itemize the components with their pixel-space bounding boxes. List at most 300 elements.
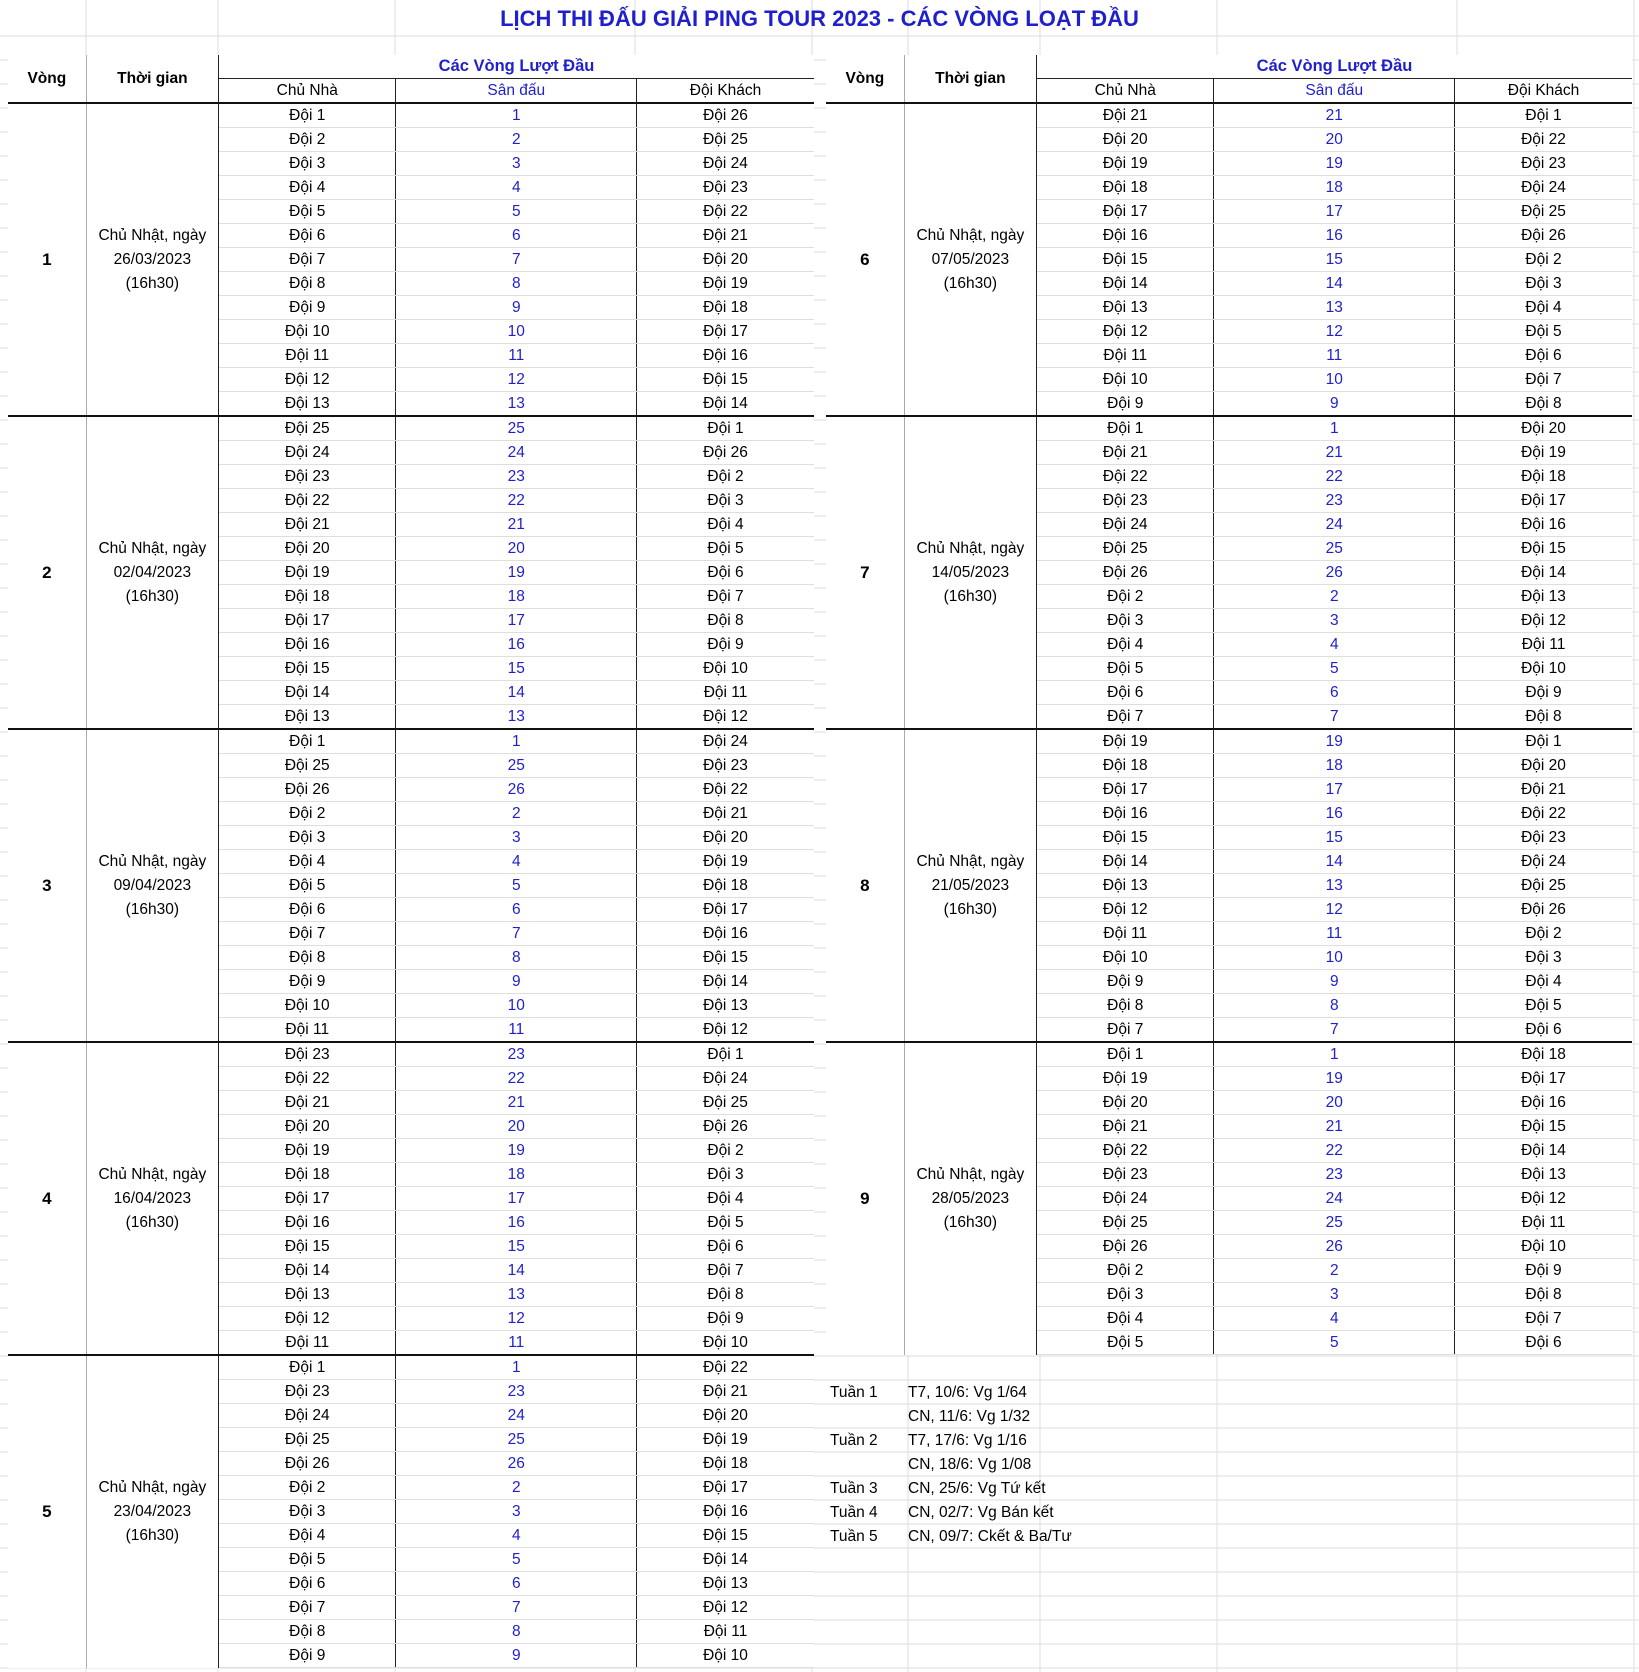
away-team: Đội 15 [637,1524,814,1548]
home-team: Đội 25 [219,416,396,441]
venue-number: 5 [396,1548,637,1572]
venue-number: 19 [1214,1067,1455,1091]
home-team: Đội 26 [1037,1235,1214,1259]
round-time-line: Chủ Nhật, ngày [98,1165,207,1183]
venue-number: 8 [1214,994,1455,1018]
home-team: Đội 10 [219,994,396,1018]
venue-number: 25 [396,754,637,778]
away-team: Đội 1 [637,416,814,441]
venue-number: 1 [396,729,637,754]
round-number: 2 [8,416,86,729]
away-team: Đội 19 [637,850,814,874]
header-group: Các Vòng Lượt Đầu [1037,55,1632,79]
home-team: Đội 25 [219,754,396,778]
venue-number: 11 [396,1018,637,1043]
header-away: Đội Khách [637,79,814,104]
home-team: Đội 21 [1037,1115,1214,1139]
note-week: Tuần 4 [830,1504,878,1521]
away-team: Đội 21 [637,224,814,248]
home-team: Đội 3 [1037,1283,1214,1307]
away-team: Đội 7 [1455,368,1632,392]
home-team: Đội 10 [219,320,396,344]
match-row [826,729,1632,754]
venue-number: 18 [396,585,637,609]
home-team: Đội 3 [219,826,396,850]
away-team: Đội 6 [1455,1331,1632,1355]
home-team: Đội 11 [1037,344,1214,368]
venue-number: 22 [1214,465,1455,489]
home-team: Đội 17 [1037,200,1214,224]
venue-number: 5 [396,874,637,898]
away-team: Đội 21 [637,802,814,826]
venue-number: 12 [396,368,637,392]
home-team: Đội 21 [1037,441,1214,465]
header-venue: Sân đấu [1214,79,1455,104]
note-text: T7, 10/6: Vg 1/64 [908,1384,1027,1401]
home-team: Đội 25 [1037,1211,1214,1235]
match-row [8,729,814,754]
home-team: Đội 26 [219,778,396,802]
home-team: Đội 5 [219,1548,396,1572]
venue-number: 25 [396,1428,637,1452]
venue-number: 4 [396,1524,637,1548]
home-team: Đội 15 [219,657,396,681]
home-team: Đội 19 [1037,1067,1214,1091]
round-time [904,1042,1036,1355]
away-team: Đội 17 [637,898,814,922]
venue-number: 11 [1214,344,1455,368]
home-team: Đội 19 [1037,729,1214,754]
home-team: Đội 10 [1037,368,1214,392]
home-team: Đội 2 [219,802,396,826]
away-team: Đội 3 [637,489,814,513]
home-team: Đội 23 [219,1042,396,1067]
home-team: Đội 7 [1037,705,1214,730]
home-team: Đội 18 [1037,176,1214,200]
away-team: Đội 12 [1455,609,1632,633]
away-team: Đội 12 [1455,1187,1632,1211]
round-time [904,729,1036,1042]
away-team: Đội 23 [637,176,814,200]
note-text: CN, 11/6: Vg 1/32 [908,1408,1031,1425]
away-team: Đội 24 [637,729,814,754]
home-team: Đội 11 [1037,922,1214,946]
away-team: Đội 12 [637,1018,814,1043]
away-team: Đội 5 [637,537,814,561]
away-team: Đội 16 [1455,1091,1632,1115]
home-team: Đội 5 [219,874,396,898]
away-team: Đội 4 [637,1187,814,1211]
venue-number: 6 [396,1572,637,1596]
venue-number: 15 [1214,248,1455,272]
away-team: Đội 18 [1455,1042,1632,1067]
venue-number: 13 [1214,296,1455,320]
home-team: Đội 22 [1037,465,1214,489]
venue-number: 16 [1214,802,1455,826]
venue-number: 18 [1214,754,1455,778]
away-team: Đội 5 [1455,320,1632,344]
round-time [86,1042,218,1355]
round-time-line: 02/04/2023 [113,563,192,581]
home-team: Đội 2 [1037,1259,1214,1283]
away-team: Đội 9 [637,1307,814,1331]
home-team: Đội 9 [219,970,396,994]
header-round: Vòng [826,55,904,103]
away-team: Đội 26 [1455,898,1632,922]
venue-number: 9 [1214,970,1455,994]
away-team: Đội 14 [637,970,814,994]
home-team: Đội 12 [219,1307,396,1331]
venue-number: 14 [1214,850,1455,874]
away-team: Đội 8 [1455,1283,1632,1307]
home-team: Đội 9 [219,296,396,320]
away-team: Đội 22 [637,1355,814,1380]
venue-number: 20 [1214,128,1455,152]
away-team: Đội 20 [637,826,814,850]
round-time-line: 09/04/2023 [113,876,192,894]
venue-number: 7 [1214,1018,1455,1043]
venue-number: 7 [396,248,637,272]
venue-number: 9 [396,1644,637,1668]
home-team: Đội 13 [219,1283,396,1307]
venue-number: 2 [396,1476,637,1500]
venue-number: 15 [396,1235,637,1259]
venue-number: 17 [396,609,637,633]
venue-number: 11 [396,1331,637,1356]
round-time [904,416,1036,729]
venue-number: 3 [1214,609,1455,633]
schedule-table-right [826,55,1632,1355]
header-home: Chủ Nhà [219,79,396,104]
venue-number: 7 [1214,705,1455,730]
venue-number: 12 [1214,898,1455,922]
away-team: Đội 24 [637,152,814,176]
round-number: 5 [8,1355,86,1668]
home-team: Đội 21 [219,513,396,537]
home-team: Đội 11 [219,1018,396,1043]
home-team: Đội 13 [1037,874,1214,898]
venue-number: 8 [396,272,637,296]
home-team: Đội 9 [1037,392,1214,417]
venue-number: 6 [1214,681,1455,705]
home-team: Đội 13 [219,392,396,417]
away-team: Đội 24 [637,1067,814,1091]
home-team: Đội 26 [219,1452,396,1476]
venue-number: 22 [1214,1139,1455,1163]
home-team: Đội 14 [219,681,396,705]
away-team: Đội 25 [1455,874,1632,898]
away-team: Đội 11 [1455,1211,1632,1235]
venue-number: 16 [1214,224,1455,248]
round-time-line: 28/05/2023 [931,1189,1010,1207]
match-row [826,416,1632,441]
away-team: Đội 20 [1455,754,1632,778]
away-team: Đội 15 [637,946,814,970]
away-team: Đội 1 [637,1042,814,1067]
venue-number: 22 [396,489,637,513]
home-team: Đội 16 [1037,802,1214,826]
round-number: 8 [826,729,904,1042]
note-week: Tuần 2 [830,1432,878,1449]
round-time-line: (16h30) [943,1213,998,1231]
home-team: Đội 12 [1037,320,1214,344]
home-team: Đội 9 [219,1644,396,1668]
home-team: Đội 5 [1037,1331,1214,1355]
venue-number: 18 [1214,176,1455,200]
home-team: Đội 12 [219,368,396,392]
venue-number: 14 [396,681,637,705]
header-venue: Sân đấu [396,79,637,104]
home-team: Đội 13 [219,705,396,730]
home-team: Đội 1 [219,1355,396,1380]
away-team: Đội 13 [1455,585,1632,609]
away-team: Đội 6 [1455,344,1632,368]
venue-number: 3 [1214,1283,1455,1307]
away-team: Đội 16 [637,1500,814,1524]
venue-number: 25 [396,416,637,441]
away-team: Đội 9 [1455,1259,1632,1283]
venue-number: 21 [396,513,637,537]
venue-number: 13 [396,1283,637,1307]
venue-number: 9 [396,970,637,994]
venue-number: 9 [396,296,637,320]
venue-number: 16 [396,633,637,657]
away-team: Đội 2 [1455,248,1632,272]
away-team: Đội 3 [1455,272,1632,296]
venue-number: 26 [1214,1235,1455,1259]
away-team: Đội 16 [637,344,814,368]
away-team: Đội 26 [637,1115,814,1139]
match-row [826,1042,1632,1067]
round-time-line: 14/05/2023 [931,563,1010,581]
venue-number: 10 [396,994,637,1018]
away-team: Đội 6 [637,561,814,585]
away-team: Đội 4 [1455,296,1632,320]
round-time-line: 23/04/2023 [113,1502,192,1520]
page-title: LỊCH THI ĐẤU GIẢI PING TOUR 2023 - CÁC VÒNG LOẠT ĐẦU [500,6,1139,31]
round-number: 4 [8,1042,86,1355]
away-team: Đội 25 [1455,200,1632,224]
away-team: Đội 16 [637,922,814,946]
home-team: Đội 17 [1037,778,1214,802]
round-time-line: 07/05/2023 [931,250,1010,268]
away-team: Đội 25 [637,1091,814,1115]
header-time: Thời gian [86,55,218,103]
home-team: Đội 3 [219,152,396,176]
round-number: 3 [8,729,86,1042]
away-team: Đội 3 [637,1163,814,1187]
away-team: Đội 19 [1455,441,1632,465]
home-team: Đội 4 [1037,1307,1214,1331]
away-team: Đội 9 [1455,681,1632,705]
home-team: Đội 14 [219,1259,396,1283]
away-team: Đội 8 [1455,392,1632,417]
away-team: Đội 4 [1455,970,1632,994]
venue-number: 23 [396,1380,637,1404]
venue-number: 5 [1214,1331,1455,1355]
round-time-line: 16/04/2023 [113,1189,192,1207]
away-team: Đội 23 [1455,152,1632,176]
venue-number: 15 [1214,826,1455,850]
round-time-line: Chủ Nhật, ngày [98,539,207,557]
note-text: CN, 02/7: Vg Bán kết [908,1504,1054,1521]
venue-number: 17 [1214,200,1455,224]
venue-number: 8 [396,946,637,970]
away-team: Đội 18 [1455,465,1632,489]
round-time-line: (16h30) [125,1213,180,1231]
away-team: Đội 14 [1455,561,1632,585]
away-team: Đội 7 [637,585,814,609]
away-team: Đội 6 [637,1235,814,1259]
venue-number: 19 [1214,152,1455,176]
round-time-line: Chủ Nhật, ngày [98,1478,207,1496]
away-team: Đội 11 [637,681,814,705]
away-team: Đội 9 [637,633,814,657]
away-team: Đội 23 [1455,826,1632,850]
away-team: Đội 14 [1455,1139,1632,1163]
venue-number: 26 [396,1452,637,1476]
away-team: Đội 15 [1455,1115,1632,1139]
round-time [86,729,218,1042]
match-row [8,103,814,128]
home-team: Đội 21 [1037,103,1214,128]
home-team: Đội 20 [1037,128,1214,152]
home-team: Đội 11 [219,1331,396,1356]
note-week: Tuần 3 [830,1480,878,1497]
away-team: Đội 10 [1455,1235,1632,1259]
match-row [826,103,1632,128]
home-team: Đội 23 [219,1380,396,1404]
venue-number: 25 [1214,537,1455,561]
away-team: Đội 17 [637,320,814,344]
venue-number: 10 [1214,946,1455,970]
round-number: 9 [826,1042,904,1355]
home-team: Đội 6 [1037,681,1214,705]
away-team: Đội 18 [637,874,814,898]
home-team: Đội 1 [219,729,396,754]
venue-number: 20 [396,1115,637,1139]
note-text: CN, 25/6: Vg Tứ kết [908,1480,1046,1497]
venue-number: 13 [1214,874,1455,898]
away-team: Đội 21 [1455,778,1632,802]
away-team: Đội 4 [637,513,814,537]
venue-number: 22 [396,1067,637,1091]
away-team: Đội 1 [1455,103,1632,128]
venue-number: 24 [1214,1187,1455,1211]
home-team: Đội 22 [219,489,396,513]
venue-number: 4 [396,850,637,874]
away-team: Đội 24 [1455,176,1632,200]
home-team: Đội 19 [219,561,396,585]
venue-number: 12 [396,1307,637,1331]
away-team: Đội 20 [637,248,814,272]
venue-number: 14 [1214,272,1455,296]
away-team: Đội 1 [1455,729,1632,754]
away-team: Đội 2 [637,465,814,489]
away-team: Đội 24 [1455,850,1632,874]
away-team: Đội 12 [637,1596,814,1620]
venue-number: 5 [1214,657,1455,681]
home-team: Đội 5 [1037,657,1214,681]
venue-number: 10 [1214,368,1455,392]
away-team: Đội 10 [1455,657,1632,681]
venue-number: 23 [396,1042,637,1067]
away-team: Đội 17 [637,1476,814,1500]
away-team: Đội 14 [637,392,814,417]
home-team: Đội 1 [219,103,396,128]
home-team: Đội 2 [219,1476,396,1500]
venue-number: 21 [396,1091,637,1115]
note-text: CN, 09/7: Ckết & Ba/Tư [908,1528,1072,1545]
venue-number: 2 [396,802,637,826]
round-time-line: Chủ Nhật, ngày [98,852,207,870]
away-team: Đội 2 [637,1139,814,1163]
venue-number: 2 [1214,585,1455,609]
round-time-line: (16h30) [125,1526,180,1544]
venue-number: 2 [396,128,637,152]
away-team: Đội 13 [637,994,814,1018]
venue-number: 24 [396,1404,637,1428]
home-team: Đội 8 [219,1620,396,1644]
home-team: Đội 23 [219,465,396,489]
venue-number: 11 [396,344,637,368]
away-team: Đội 8 [1455,705,1632,730]
home-team: Đội 18 [219,1163,396,1187]
home-team: Đội 7 [219,248,396,272]
away-team: Đội 22 [1455,802,1632,826]
home-team: Đội 25 [1037,537,1214,561]
away-team: Đội 16 [1455,513,1632,537]
venue-number: 6 [396,898,637,922]
away-team: Đội 25 [637,128,814,152]
home-team: Đội 16 [219,633,396,657]
away-team: Đội 12 [637,705,814,730]
home-team: Đội 15 [1037,826,1214,850]
venue-number: 24 [1214,513,1455,537]
home-team: Đội 10 [1037,946,1214,970]
venue-number: 3 [396,826,637,850]
venue-number: 16 [396,1211,637,1235]
venue-number: 8 [396,1620,637,1644]
match-row [8,1042,814,1067]
away-team: Đội 22 [1455,128,1632,152]
away-team: Đội 22 [637,200,814,224]
away-team: Đội 2 [1455,922,1632,946]
home-team: Đội 20 [219,1115,396,1139]
note-text: CN, 18/6: Vg 1/08 [908,1456,1032,1473]
venue-number: 19 [396,1139,637,1163]
away-team: Đội 8 [637,1283,814,1307]
home-team: Đội 4 [1037,633,1214,657]
home-team: Đội 24 [1037,513,1214,537]
match-row [8,1355,814,1380]
round-time [86,1355,218,1668]
venue-number: 4 [396,176,637,200]
home-team: Đội 4 [219,1524,396,1548]
home-team: Đội 18 [1037,754,1214,778]
away-team: Đội 15 [637,368,814,392]
away-team: Đội 19 [637,1428,814,1452]
home-team: Đội 18 [219,585,396,609]
round-time-line: (16h30) [125,274,180,292]
venue-number: 1 [1214,1042,1455,1067]
home-team: Đội 2 [219,128,396,152]
venue-number: 25 [1214,1211,1455,1235]
header-home: Chủ Nhà [1037,79,1214,104]
venue-number: 7 [396,1596,637,1620]
away-team: Đội 7 [1455,1307,1632,1331]
home-team: Đội 22 [219,1067,396,1091]
